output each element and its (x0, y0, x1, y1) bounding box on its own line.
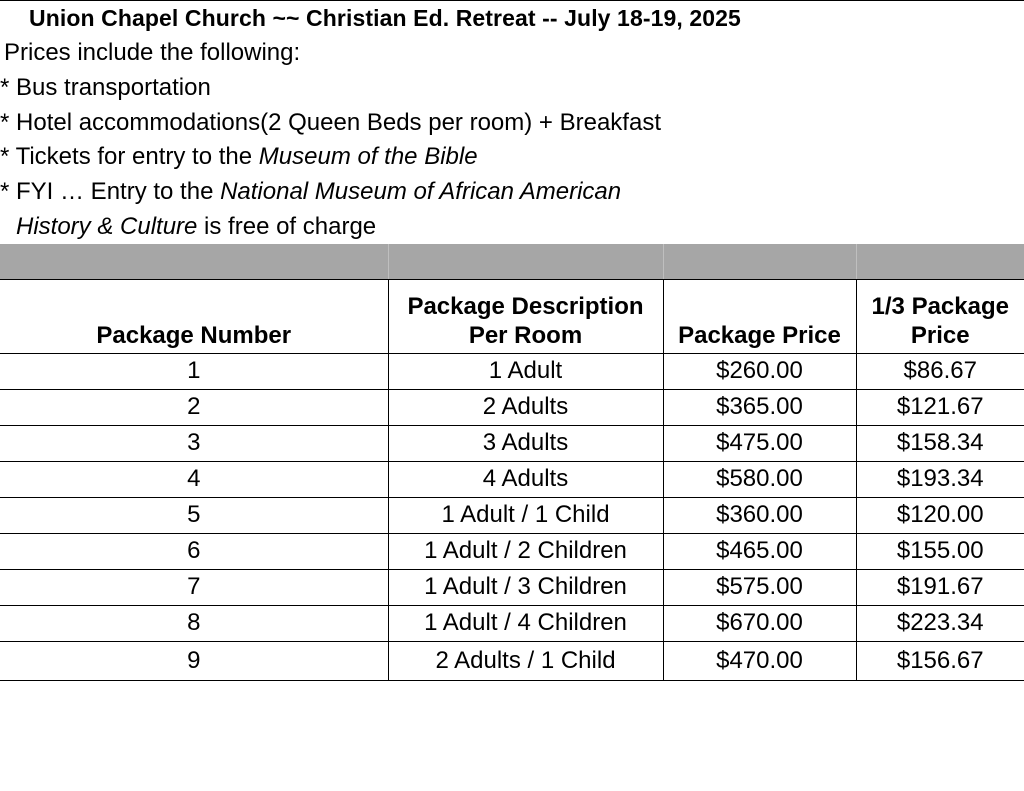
cell-number: 6 (0, 534, 388, 570)
header-package-price: Package Price (663, 280, 856, 354)
table-row (0, 498, 1024, 534)
gray-separator (663, 244, 664, 280)
cell-price: $670.00 (663, 606, 856, 642)
intro-text: Prices include the following: (4, 39, 301, 66)
cell-description: 1 Adult / 1 Child (388, 498, 663, 534)
header-package-number: Package Number (0, 280, 388, 354)
free-of-charge-text: is free of charge (197, 213, 377, 240)
cell-price: $260.00 (663, 354, 856, 390)
bullet-fyi-prefix: * FYI … Entry to the (0, 178, 221, 205)
cell-description: 1 Adult / 3 Children (388, 570, 663, 606)
table-row (0, 570, 1024, 606)
gray-separator (856, 244, 857, 280)
gray-separator (388, 244, 389, 280)
table-row (0, 642, 1024, 681)
cell-price: $365.00 (663, 390, 856, 426)
cell-price: $470.00 (663, 642, 856, 681)
cell-number: 7 (0, 570, 388, 606)
table-header-row (0, 280, 1024, 354)
cell-number: 2 (0, 390, 388, 426)
bullet-bus: * Bus transportation (0, 74, 211, 101)
cell-third-price: $120.00 (856, 498, 1024, 534)
bullet-tickets (0, 143, 478, 171)
bullet-hotel: * Hotel accommodations(2 Queen Beds per room) + Breakfast (0, 109, 661, 136)
cell-description: 1 Adult / 4 Children (388, 606, 663, 642)
table-row (0, 426, 1024, 462)
cell-third-price: $156.67 (856, 642, 1024, 681)
top-border (0, 0, 1024, 1)
cell-description: 4 Adults (388, 462, 663, 498)
header-third-price (856, 280, 1024, 354)
package-table (0, 279, 1024, 681)
cell-third-price: $193.34 (856, 462, 1024, 498)
header-third-line1: 1/3 Package (871, 293, 1009, 321)
cell-description: 3 Adults (388, 426, 663, 462)
cell-description: 1 Adult / 2 Children (388, 534, 663, 570)
gray-band (0, 244, 1024, 280)
header-desc-line2: Per Room (468, 322, 583, 350)
cell-price: $465.00 (663, 534, 856, 570)
bullet-fyi (0, 178, 621, 206)
bullet-tickets-prefix: * Tickets for entry to the (0, 143, 259, 170)
table-row (0, 606, 1024, 642)
cell-third-price: $158.34 (856, 426, 1024, 462)
cell-description: 2 Adults / 1 Child (388, 642, 663, 681)
header-package-description (388, 280, 663, 354)
table-row (0, 390, 1024, 426)
cell-number: 8 (0, 606, 388, 642)
cell-price: $360.00 (663, 498, 856, 534)
cell-price: $575.00 (663, 570, 856, 606)
header-desc-line1: Package Description (407, 293, 644, 321)
cell-third-price: $191.67 (856, 570, 1024, 606)
museum-nmaahc-name-cont: History & Culture (16, 213, 198, 240)
museum-nmaahc-name: National Museum of African American (220, 178, 622, 205)
museum-bible-name: Museum of the Bible (258, 143, 478, 170)
cell-third-price: $155.00 (856, 534, 1024, 570)
cell-number: 4 (0, 462, 388, 498)
cell-number: 5 (0, 498, 388, 534)
bullet-fyi-continued (16, 213, 376, 241)
cell-description: 1 Adult (388, 354, 663, 390)
table-row (0, 354, 1024, 390)
cell-number: 3 (0, 426, 388, 462)
cell-third-price: $86.67 (856, 354, 1024, 390)
table-row (0, 534, 1024, 570)
header-third-line2: Price (910, 322, 970, 350)
cell-third-price: $121.67 (856, 390, 1024, 426)
cell-number: 9 (0, 642, 388, 681)
cell-number: 1 (0, 354, 388, 390)
cell-price: $475.00 (663, 426, 856, 462)
cell-third-price: $223.34 (856, 606, 1024, 642)
cell-description: 2 Adults (388, 390, 663, 426)
table-row (0, 462, 1024, 498)
page-title: Union Chapel Church ~~ Christian Ed. Retreat -- July 18-19, 2025 (29, 5, 741, 31)
cell-price: $580.00 (663, 462, 856, 498)
